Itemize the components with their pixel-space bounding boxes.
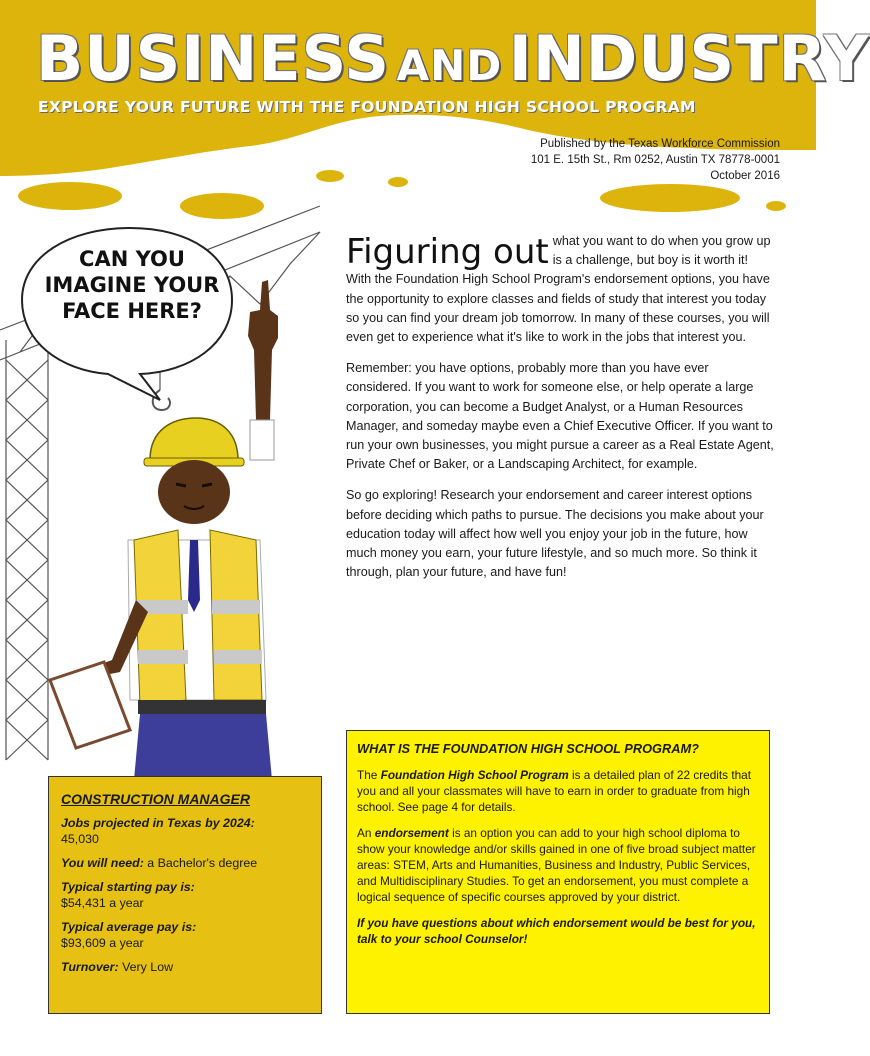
stat-average-pay [61,919,309,951]
stat-jobs [61,815,309,847]
stat-turnover [61,959,309,975]
article-paragraph-3: So go exploring! Research your endorsement and career interest options before deciding which paths to pursue. The decisions you make about your education today will affect how well you enjoy your job in the future, how much money you earn, your future lifestyle, and so much more. So think it through, plan your future, and have fun! [346,488,764,580]
speech-bubble-text: CAN YOU IMAGINE YOUR FACE HERE? [44,247,220,323]
masthead-subtitle: EXPLORE YOUR FUTURE WITH THE FOUNDATION HIGH SCHOOL PROGRAM [38,98,696,116]
date-line: October 2016 [710,170,780,182]
program-title: WHAT IS THE FOUNDATION HIGH SCHOOL PROGRAM? [357,741,699,756]
program-paragraph-1 [357,767,759,815]
publication-info [531,136,780,184]
program-info-box [346,730,770,1014]
career-info-box [48,776,322,1014]
address-line: 101 E. 15th St., Rm 0252, Austin TX 78778-0001 [530,154,780,166]
stat-starting-pay-value: $54,431 a year [61,896,144,910]
stat-education [61,855,309,871]
article-paragraph-1 [346,232,774,347]
main-article [346,232,774,582]
publisher-line: Published by the Texas Workforce Commission [540,138,780,150]
stat-starting-pay [61,879,309,911]
career-title: CONSTRUCTION MANAGER [61,791,250,807]
program-paragraph-3: If you have questions about which endorsement would be best for you, talk to your school Counselor! [357,916,756,946]
article-headline: Figuring out [346,232,549,272]
program-paragraph-2 [357,825,759,905]
stat-turnover-value: Very Low [122,960,174,974]
stat-starting-pay-label: Typical starting pay is: [61,880,195,894]
program-p2-post: is an option you can add to your high school diploma to show your knowledge and/or skills gained in one of five broad subject matter areas: STEM, Arts and Humanities, Business and Industry, Public Services, and Multidisciplinary Studies. To get an endorsement, you must complete a logical sequence of specific courses approved by your district. [357,826,756,904]
stat-education-value: a Bachelor's degree [147,856,258,870]
program-p1-pre: The [357,768,378,782]
masthead-title [36,22,870,95]
stat-education-label: You will need: [61,856,144,870]
program-p2-emphasis: endorsement [374,826,449,840]
title-word-industry: INDUSTRY [508,22,870,95]
article-paragraph-2: Remember: you have options, probably more than you have ever considered. If you want to work for someone else, or help operate a large corporation, you can become a Budget Analyst, or a Human Resources Manager, and someday maybe even a Chief Executive Officer. If you want to run your own businesses, you might pursue a career as a Real Estate Agent, Private Chef or Baker, or a Landscaping Architect, for example. [346,361,774,472]
program-p2-pre: An [357,826,372,840]
stat-average-pay-label: Typical average pay is: [61,920,197,934]
program-p1-post: is a detailed plan of 22 credits that you and all your classmates will have to earn in order to graduate from high school. See page 4 for details. [357,768,752,814]
clipboard-icon [50,662,130,748]
program-p1-emphasis: Foundation High School Program [380,768,569,782]
title-word-and: AND [396,41,503,90]
article-paragraph-1-text: what you want to do when you grow up is a challenge, but boy is it worth it! With the Foundation High School Program's endorsement options, you have the opportunity to explore classes and fields of study that interest you today so you can find your dream job tomorrow. In many of these courses, you will even get to experience what it's like to work in the jobs that interest you. [346,234,771,345]
stat-jobs-value: 45,030 [61,832,99,846]
stat-turnover-label: Turnover: [61,960,119,974]
title-word-business: BUSINESS [36,22,391,95]
stat-average-pay-value: $93,609 a year [61,936,144,950]
stat-jobs-label: Jobs projected in Texas by 2024: [61,816,255,830]
